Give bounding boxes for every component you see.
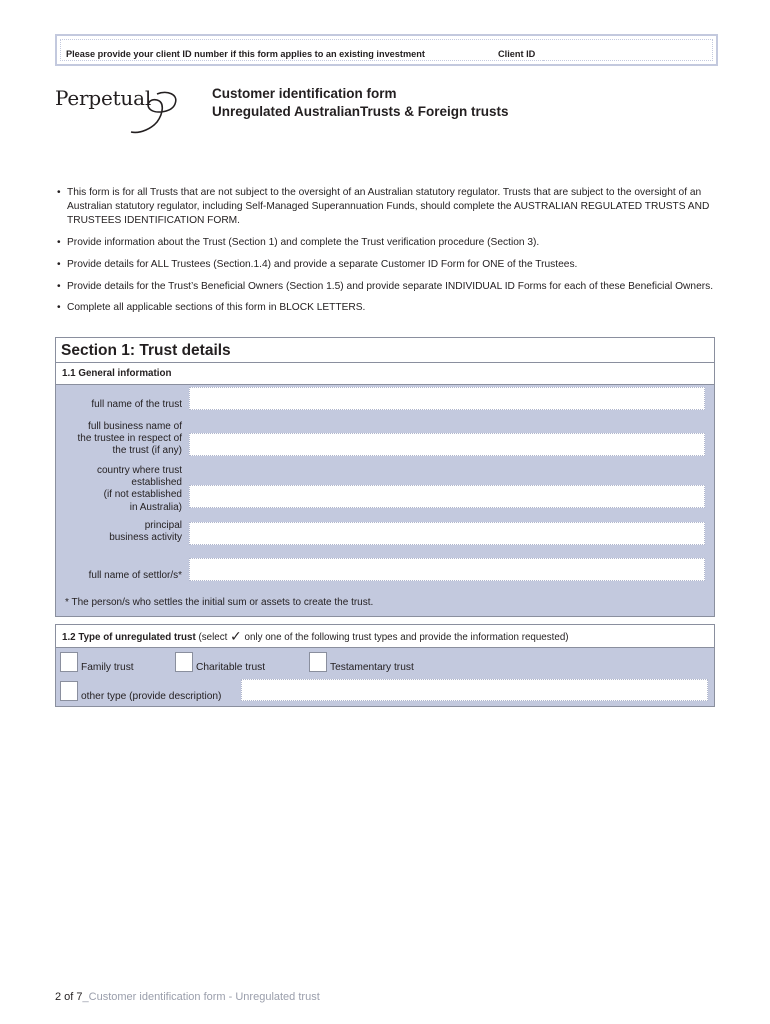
client-id-prompt: Please provide your client ID number if this form applies to an existing investment bbox=[66, 49, 425, 59]
settlor-footnote: * The person/s who settles the initial sum or assets to create the trust. bbox=[65, 597, 374, 608]
label-full-name-of-trust: full name of the trust bbox=[91, 399, 182, 410]
logo-wordmark: Perpetual bbox=[55, 86, 152, 110]
section-1-2-heading-bold: 1.2 Type of unregulated trust bbox=[62, 632, 196, 643]
instruction-item: • Provide information about the Trust (Section 1) and complete the Trust verification procedure (Section 3). bbox=[57, 236, 717, 250]
checkmark-icon: ✓ bbox=[230, 628, 242, 644]
other-type-description-input[interactable] bbox=[241, 679, 708, 701]
label-principal-business-activity: principal business activity bbox=[109, 520, 182, 544]
section-1-2-heading bbox=[56, 625, 714, 648]
section-1-2-heading-post: only one of the following trust types and provide the information requested) bbox=[241, 632, 569, 643]
section-1-1-subtitle: 1.1 General information bbox=[56, 363, 714, 385]
client-id-input[interactable] bbox=[543, 49, 703, 61]
instruction-item: • Provide details for the Trust’s Beneficial Owners (Section 1.5) and provide separate INDIVIDUAL ID Forms for each of these Beneficial Owners. bbox=[57, 280, 717, 294]
country-established-input[interactable] bbox=[189, 485, 705, 508]
page-number: 2 of 7 bbox=[55, 991, 83, 1003]
client-id-box bbox=[55, 34, 718, 66]
label-business-name: full business name of the trustee in respect of the trust (if any) bbox=[77, 421, 182, 457]
other-type-label: other type (provide description) bbox=[81, 691, 222, 702]
form-subtitle: Unregulated AustralianTrusts & Foreign trusts bbox=[212, 104, 509, 119]
instructions-list bbox=[57, 186, 717, 323]
principal-business-activity-input[interactable] bbox=[189, 522, 705, 545]
page-footer bbox=[55, 991, 320, 1003]
section-1-trust-details bbox=[55, 337, 715, 617]
perpetual-mark-icon bbox=[127, 90, 187, 136]
footer-form-name: _Customer identification form - Unregulated trust bbox=[82, 991, 320, 1003]
testamentary-trust-checkbox[interactable] bbox=[309, 652, 327, 672]
section-1-2-trust-type bbox=[55, 624, 715, 707]
label-settlor-name: full name of settlor/s* bbox=[88, 570, 182, 581]
full-name-of-trust-input[interactable] bbox=[189, 387, 705, 410]
testamentary-trust-label: Testamentary trust bbox=[330, 662, 414, 673]
settlor-name-input[interactable] bbox=[189, 558, 705, 581]
instruction-item: • Complete all applicable sections of this form in BLOCK LETTERS. bbox=[57, 301, 717, 315]
section-1-title: Section 1: Trust details bbox=[56, 338, 714, 363]
section-1-2-heading-pre: (select bbox=[195, 632, 231, 643]
business-name-input[interactable] bbox=[189, 433, 705, 456]
charitable-trust-label: Charitable trust bbox=[196, 662, 266, 673]
client-id-label: Client ID bbox=[498, 49, 536, 59]
other-type-checkbox[interactable] bbox=[60, 681, 78, 701]
label-country-established: country where trust established (if not established in Australia) bbox=[96, 465, 182, 513]
family-trust-checkbox[interactable] bbox=[60, 652, 78, 672]
charitable-trust-checkbox[interactable] bbox=[175, 652, 193, 672]
family-trust-label: Family trust bbox=[81, 662, 134, 673]
perpetual-logo bbox=[55, 86, 190, 136]
form-title: Customer identification form bbox=[212, 86, 397, 101]
instruction-item: • Provide details for ALL Trustees (Section.1.4) and provide a separate Customer ID Form for ONE of the Trustees. bbox=[57, 258, 717, 272]
instruction-item: • This form is for all Trusts that are not subject to the oversight of an Australian statutory regulator. Trusts that are subject to the oversight of an Australian statutory regulator, including Self-Managed Superannuation Funds, should complete the AUSTRALIAN REGULATED TRUSTS AND TRUSTEES IDENTIFICATION FORM. bbox=[57, 186, 717, 229]
